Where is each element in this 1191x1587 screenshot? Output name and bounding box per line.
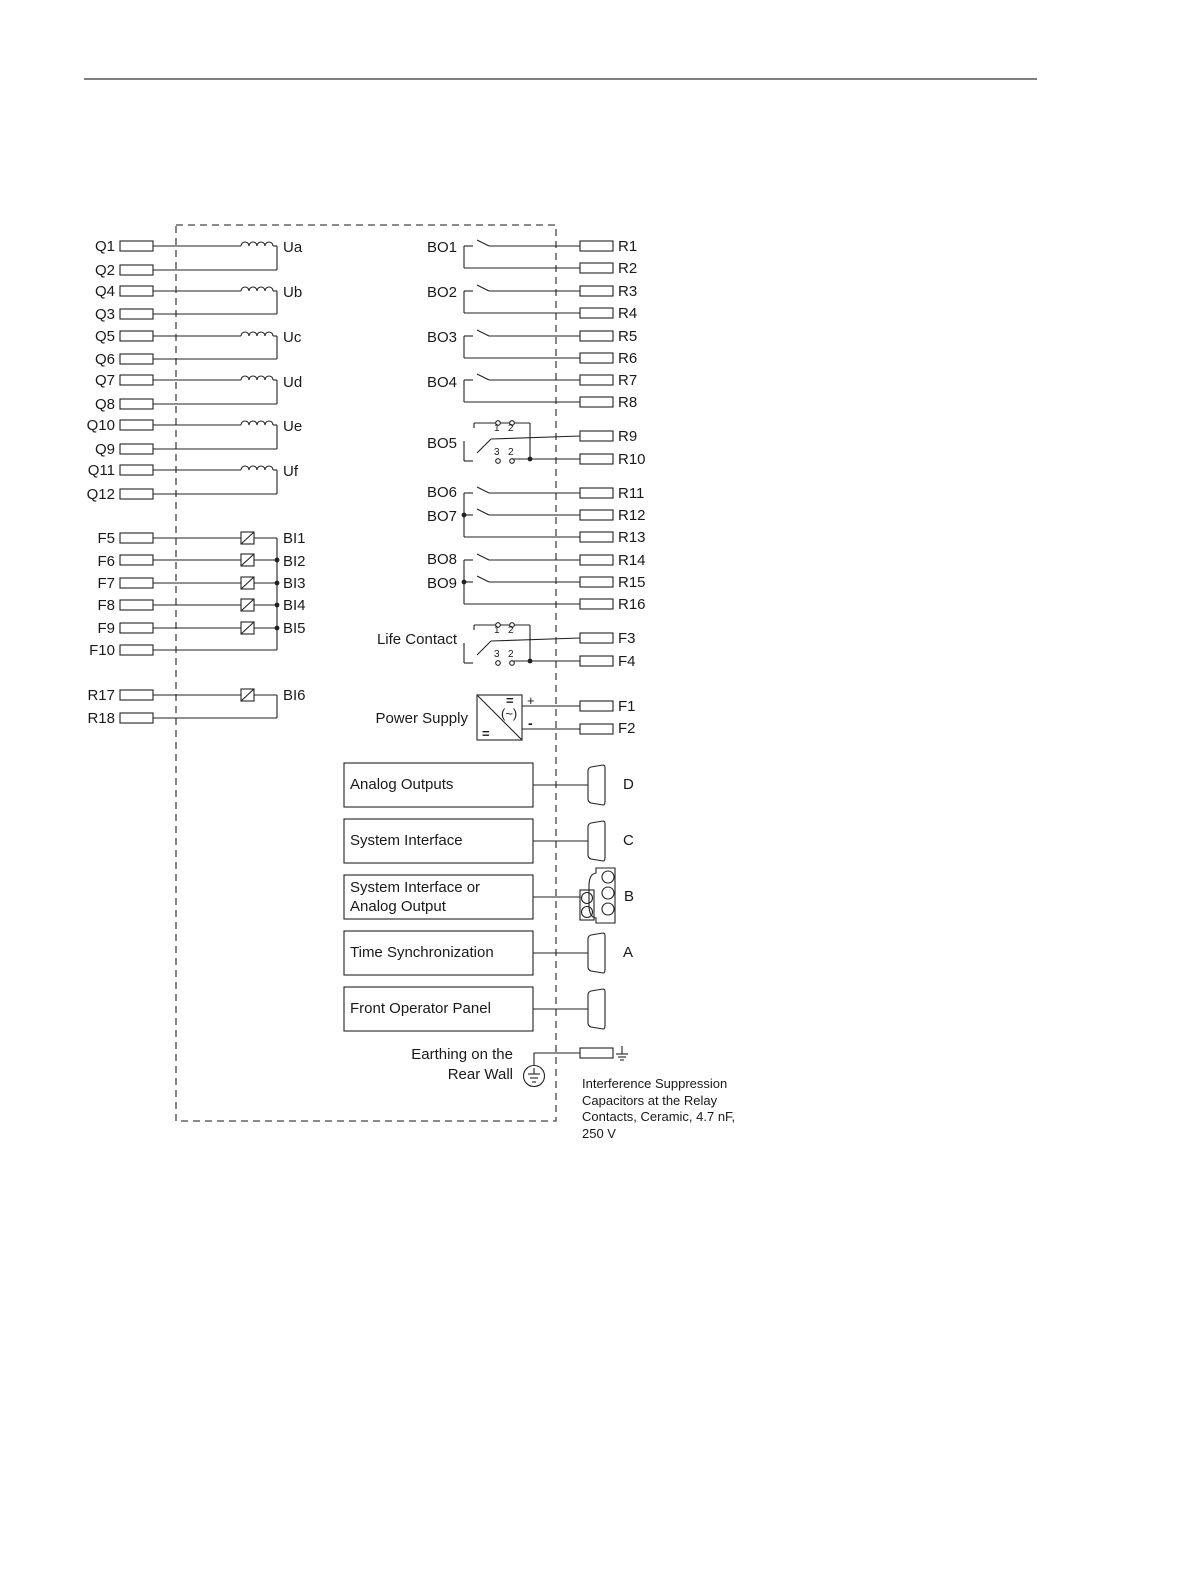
terminal-label-f1: F1 xyxy=(618,698,636,715)
terminal-label-r10: R10 xyxy=(618,451,646,468)
note-line-3: Contacts, Ceramic, 4.7 nF, xyxy=(582,1109,736,1124)
binary-input-label-bi1: BI1 xyxy=(283,530,306,547)
terminal-right-12 xyxy=(580,510,613,520)
terminal-label-q2: Q2 xyxy=(94,262,115,279)
earthing-label-line2: Rear Wall xyxy=(447,1066,513,1083)
terminal-right-15 xyxy=(580,577,613,587)
terminal-label-q1: Q1 xyxy=(94,238,115,255)
bo5-contact-number-1: 1 xyxy=(494,423,500,434)
power-supply-dc-symbol-top: = xyxy=(506,693,514,708)
terminal-right-19 xyxy=(580,701,613,711)
terminal-bi3 xyxy=(120,578,153,588)
terminal-ua-in xyxy=(120,241,153,251)
terminal-right-14 xyxy=(580,555,613,565)
binary-output-label-bo8: BO8 xyxy=(426,551,457,568)
terminal-ue-out xyxy=(120,444,153,454)
terminal-label-f9: F9 xyxy=(97,620,115,637)
terminal-bi4 xyxy=(120,600,153,610)
terminal-label-q4: Q4 xyxy=(94,283,115,300)
terminal-label-q7: Q7 xyxy=(94,372,115,389)
bo5-out-nc xyxy=(491,436,580,439)
terminal-bi6-out xyxy=(120,713,153,723)
power-supply-ac-symbol: (~) xyxy=(501,706,518,721)
power-supply-label: Power Supply xyxy=(375,710,468,727)
terminal-label-r2: R2 xyxy=(618,260,638,277)
voltage-input-label-uc: Uc xyxy=(283,329,302,346)
terminal-f10-common xyxy=(120,645,153,655)
binary-input-label-bi5: BI5 xyxy=(283,620,306,637)
terminal-ua-out xyxy=(120,265,153,275)
binary-output-label-bo6: BO6 xyxy=(426,484,457,501)
life-contact-out-nc xyxy=(491,638,580,641)
terminal-right-13 xyxy=(580,532,613,542)
binary-output-label-bo1: BO1 xyxy=(426,239,457,256)
terminal-right-7 xyxy=(580,375,613,385)
terminal-label-q11: Q11 xyxy=(87,462,115,479)
interference-suppression-note xyxy=(582,1076,782,1142)
terminal-earth xyxy=(580,1048,613,1058)
bo5-contact-number-2b: 2 xyxy=(508,447,514,458)
voltage-coil-ud xyxy=(241,376,273,380)
voltage-input-label-ud: Ud xyxy=(283,374,303,391)
contact-blade-bo1 xyxy=(477,240,489,246)
module-analog-outputs-text: Analog Outputs xyxy=(350,776,454,793)
connector-b-port-3 xyxy=(602,871,614,883)
bo5-contact-number-2: 2 xyxy=(508,423,514,434)
terminal-right-18 xyxy=(580,656,613,666)
binary-output-label-bo5: BO5 xyxy=(426,435,457,452)
binary-output-label-bo9: BO9 xyxy=(426,575,457,592)
terminal-label-q10: Q10 xyxy=(86,417,115,434)
life-contact-blade xyxy=(477,641,491,655)
binary-input-label-bi3: BI3 xyxy=(283,575,306,592)
connector-c xyxy=(588,821,605,861)
life-contact-junction xyxy=(528,659,533,664)
terminal-label-r9: R9 xyxy=(618,428,638,445)
terminal-right-16 xyxy=(580,599,613,609)
terminal-label-r7: R7 xyxy=(618,372,638,389)
terminal-label-q12: Q12 xyxy=(86,486,115,503)
wire-earthing xyxy=(534,1053,580,1065)
contact-blade-bo8 xyxy=(477,554,489,560)
voltage-coil-ua xyxy=(241,242,273,246)
terminal-label-q9: Q9 xyxy=(94,441,115,458)
module-system-interface-or-analog-output-text: System Interface or Analog Output xyxy=(350,879,481,915)
voltage-input-label-uf: Uf xyxy=(283,463,298,480)
contact-blade-bo7 xyxy=(477,509,489,515)
life-contact-number-2b: 2 xyxy=(508,649,514,660)
terminal-label-r18: R18 xyxy=(87,710,115,727)
terminal-right-6 xyxy=(580,353,613,363)
terminal-right-17 xyxy=(580,633,613,643)
terminal-bi2 xyxy=(120,555,153,565)
terminal-label-f5: F5 xyxy=(97,530,115,547)
binary-output-label-bo3: BO3 xyxy=(426,329,457,346)
terminal-right-10 xyxy=(580,454,613,464)
contact-blade-bo4 xyxy=(477,374,489,380)
terminal-label-q5: Q5 xyxy=(94,328,115,345)
port-label-b: B xyxy=(624,888,635,905)
binary-output-label-bo4: BO4 xyxy=(426,374,457,391)
connector-b-port-4 xyxy=(602,887,614,899)
terminal-label-r5: R5 xyxy=(618,328,638,345)
terminal-label-q3: Q3 xyxy=(94,306,115,323)
terminal-label-r13: R13 xyxy=(618,529,646,546)
terminal-label-f4: F4 xyxy=(618,653,636,670)
terminal-label-r1: R1 xyxy=(618,238,638,255)
life-contact-pin-3 xyxy=(496,661,501,666)
terminal-right-8 xyxy=(580,397,613,407)
terminal-ud-in xyxy=(120,375,153,385)
terminal-label-f3: F3 xyxy=(618,630,636,647)
terminal-label-f2: F2 xyxy=(618,720,636,737)
port-label-a: A xyxy=(623,944,634,961)
connector-d xyxy=(588,765,605,805)
contact-blade-bo2 xyxy=(477,285,489,291)
terminal-right-9 xyxy=(580,431,613,441)
terminal-uf-in xyxy=(120,465,153,475)
terminal-ub-out xyxy=(120,309,153,319)
voltage-input-label-ue: Ue xyxy=(283,418,303,435)
bo5-junction xyxy=(528,457,533,462)
terminal-label-r17: R17 xyxy=(87,687,115,704)
terminal-label-r11: R11 xyxy=(618,485,645,502)
voltage-input-label-ua: Ua xyxy=(283,239,303,256)
binary-output-label-bo7: BO7 xyxy=(426,508,457,525)
power-supply-minus: - xyxy=(528,715,533,731)
terminal-label-r15: R15 xyxy=(618,574,646,591)
terminal-label-f6: F6 xyxy=(97,553,115,570)
voltage-input-label-ub: Ub xyxy=(283,284,303,301)
connector-front-panel xyxy=(588,989,605,1029)
module-time-synchronization-text: Time Synchronization xyxy=(350,944,494,961)
terminal-label-f7: F7 xyxy=(97,575,115,592)
port-label-c: C xyxy=(623,832,634,849)
power-supply-plus: + xyxy=(527,693,535,708)
terminal-ud-out xyxy=(120,399,153,409)
terminal-label-r6: R6 xyxy=(618,350,638,367)
terminal-right-11 xyxy=(580,488,613,498)
terminal-right-4 xyxy=(580,308,613,318)
contact-blade-bo3 xyxy=(477,330,489,336)
terminal-right-1 xyxy=(580,241,613,251)
voltage-coil-uf xyxy=(241,466,273,470)
terminal-right-2 xyxy=(580,263,613,273)
terminal-bi1 xyxy=(120,533,153,543)
earthing-label-line1: Earthing on the xyxy=(411,1046,513,1063)
connector-b-port-5 xyxy=(602,903,614,915)
terminal-bi6-in xyxy=(120,690,153,700)
life-contact-number-2: 2 xyxy=(508,625,514,636)
contact-blade-bo9 xyxy=(477,576,489,582)
terminal-ub-in xyxy=(120,286,153,296)
terminal-bi5 xyxy=(120,623,153,633)
note-line-1: Interference Suppression xyxy=(582,1076,728,1091)
terminal-label-r8: R8 xyxy=(618,394,638,411)
terminal-label-f10: F10 xyxy=(89,642,115,659)
terminal-label-r12: R12 xyxy=(618,507,646,524)
life-contact-number-3: 3 xyxy=(494,649,500,660)
life-contact-number-1: 1 xyxy=(494,625,500,636)
terminal-uc-out xyxy=(120,354,153,364)
module-system-interface-text: System Interface xyxy=(350,832,463,849)
power-supply-dc-symbol-bottom: = xyxy=(482,726,490,741)
binary-input-label-bi4: BI4 xyxy=(283,597,306,614)
binary-output-label-bo2: BO2 xyxy=(426,284,457,301)
note-line-2: Capacitors at the Relay xyxy=(582,1092,718,1108)
voltage-coil-ue xyxy=(241,421,273,425)
life-contact-label: Life Contact xyxy=(376,631,457,648)
note-line-4: 250 V xyxy=(582,1125,616,1141)
module-front-operator-panel-text: Front Operator Panel xyxy=(350,1000,491,1017)
terminal-right-5 xyxy=(580,331,613,341)
terminal-uf-out xyxy=(120,489,153,499)
binary-input-label-bi6: BI6 xyxy=(283,687,306,704)
port-label-d: D xyxy=(623,776,634,793)
terminal-label-q8: Q8 xyxy=(94,396,115,413)
terminal-label-r14: R14 xyxy=(618,552,646,569)
voltage-coil-uc xyxy=(241,332,273,336)
terminal-label-r4: R4 xyxy=(618,305,638,322)
bo5-pin-3 xyxy=(496,459,501,464)
terminal-right-20 xyxy=(580,724,613,734)
terminal-uc-in xyxy=(120,331,153,341)
connector-a xyxy=(588,933,605,973)
terminal-label-q6: Q6 xyxy=(94,351,115,368)
binary-input-label-bi2: BI2 xyxy=(283,553,306,570)
bo5-blade xyxy=(477,439,491,453)
contact-blade-bo6 xyxy=(477,487,489,493)
terminal-label-r16: R16 xyxy=(618,596,646,613)
voltage-coil-ub xyxy=(241,287,273,291)
terminal-label-r3: R3 xyxy=(618,283,638,300)
terminal-right-3 xyxy=(580,286,613,296)
bo5-contact-number-3: 3 xyxy=(494,447,500,458)
terminal-label-f8: F8 xyxy=(97,597,115,614)
terminal-ue-in xyxy=(120,420,153,430)
